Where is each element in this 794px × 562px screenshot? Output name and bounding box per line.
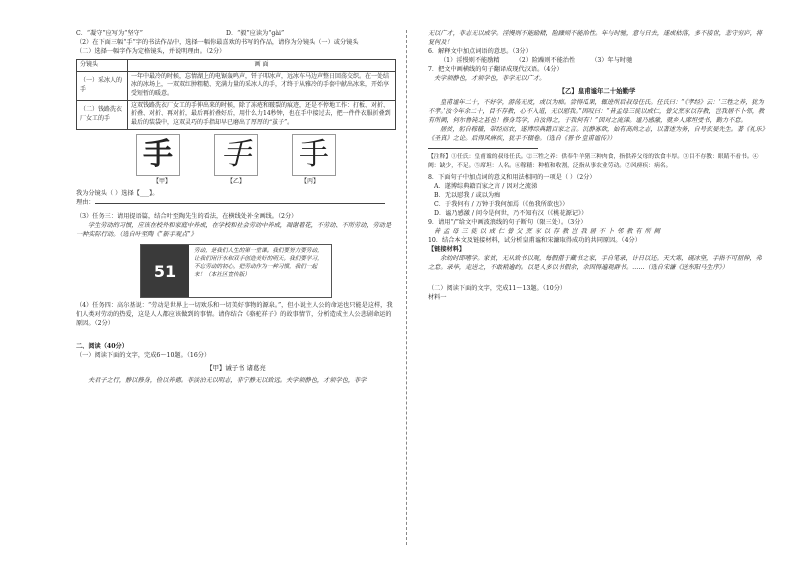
q8-option-c: C．于我何有 / 万钟于我何加焉（《鱼我所欲也》） — [434, 200, 569, 208]
calligraphy-labels — [76, 178, 396, 187]
question-2: （2）在下面三幅“手”字的书法作品中，选择一幅你最喜欢的书写的作品，请你为分镜头（一）或分镜头 — [76, 38, 359, 46]
q8-option-b: B．无以慰我 / 或以为痴 — [434, 191, 501, 199]
question-6: 6．解释文中加点词语的意思。（3分） — [428, 47, 532, 55]
option-row-cd — [76, 30, 396, 39]
label-jia: 【甲】 — [152, 177, 171, 185]
passage-a-cont: 无以广才，非志无以成学。淫慢则不能励精，险躁则不能治性。年与时驰，意与日去，遂成枯落，多不接世，悲守穷庐，将复何及！ — [428, 30, 763, 46]
q6-item-2: （2）险躁则不能治性 — [515, 56, 576, 64]
table-row1-scene: 一年中最冷的时候，忘情湖上的电锯轰鸣声，钎子叩冰声，远冰车马边声整日回荡交织。在一处结冰的冰场上，一双双红肿粗糙、充满力量的采冰人的手，才终于从雅冷的手套中献出冰来，开始享受短暂的暖意。 — [128, 71, 396, 100]
calligraphy-jia: 手 — [136, 134, 180, 176]
table-row2-scene: 这双钱路洗衣厂女工的手伸出来的时候，除了冻疮和皲裂的痕迹，还是不停地工作：打板、对折、折叠、对折、再对折，最后再折叠好后，用什么力14秒钟，也在手中接过去，把一件件衣服折叠到最后的装袋中，这双灵巧的手指却早已磨出了厚厚的“茧子”。 — [128, 100, 396, 129]
left-column — [76, 30, 396, 386]
option-c: C．“凝守”应写为“坚守” — [76, 30, 143, 37]
calligraphy-yi: 手 — [214, 134, 258, 176]
question-3-passage: 学生劳动的习惯，应该在校外和家庭中养成，在学校和社会劳动中养成，凋谢着花，不劳动、不所劳动，劳动是一种实际行动。（选自叶至陶《“新手观点”》 — [76, 222, 392, 239]
reason-label: 理由： — [76, 199, 95, 207]
question-3: （3）任务三：请用提语篇，结合叶至陶先生的看法，在横线处补全画线。（2分） — [76, 213, 298, 221]
calligraphy-samples — [76, 134, 396, 176]
question-6-items — [428, 57, 766, 66]
question-7: 7．把文中画横线的句子翻译成现代汉语。（4分） — [428, 65, 563, 73]
section-2-heading: 二、阅读（40分） — [76, 343, 128, 351]
section-2b-heading: （二）阅读下面的文字，完成11～13题。（10分） — [428, 284, 567, 292]
section-2a-heading: （一）阅读下面的文字，完成6～10题。（16分） — [76, 352, 211, 360]
right-column — [428, 30, 766, 303]
choose-line: 我为分镜头（ ）选择【___】。 — [76, 190, 159, 198]
passage-a-text: 夫君子之行，静以修身，俭以养德。非淡泊无以明志，非宁静无以致远。夫学须静也，才须学也，非学 — [88, 376, 367, 384]
material-1-label: 材料一 — [428, 293, 447, 301]
passage-b-para2: 居贫，躬自稼穑，带经而农，遂博综典籍百家之言。沉静寡欲，始有高尚之志，以著述为务，自号玄晏先生。著《礼乐》《圣真》之论。后得风痹疾，犹手不辍卷。（选自《晋书·皇甫谧传》） — [428, 126, 765, 143]
labor-poster — [140, 244, 332, 298]
passage-b-title: 【乙】皇甫谧年二十始勤学 — [558, 86, 636, 95]
question-8: 8．下面句子中加点词的意义和用法相同的一项是（ ）（2分） — [428, 173, 596, 181]
question-10: 10．结合本文及链接材料，试分析皇甫谧和宋濂取得成功的共同原因。（4分） — [428, 236, 641, 244]
question-4: （4）任务四：高尔基说：“劳动是世界上一切欢乐和一切美好事物的源泉。”，但小说主人公的命运也只能是这样，我们人类对劳动的热爱，这是人人都应该做到的事情。请你结合《骆驼祥子》的故事情节，分析造成主人公悲剧命运的原因。（2分） — [76, 302, 393, 328]
question-7-sentence: 夫学须静也，才须学也，非学无以广才。 — [434, 74, 546, 82]
label-yi: 【乙】 — [226, 177, 245, 185]
poster-number: 51 — [153, 261, 177, 281]
link-heading: 【链接材料】 — [428, 245, 466, 253]
link-text: 余幼时即嗜学。家贫，无从致书以观，每假借于藏书之家，手自笔录，计日以还。天大寒，砚冰坚，手指不可屈伸，弗之怠。录毕，走送之，不敢稍逾约。以是人多以书假余，余因得遍观群书。……（选自宋濂《送东阳马生序》） — [428, 254, 762, 271]
q6-item-1: （1）淫慢则不能励精 — [440, 56, 500, 64]
table-header-shot: 分镜头 — [77, 59, 128, 71]
table-header-scene: 画 面 — [128, 59, 396, 71]
question-2-cont: （二）选择一幅字作为定格镜头，并说明理由。（2分） — [76, 47, 226, 55]
passage-a-title: 【甲】诫子书 诸葛亮 — [206, 364, 266, 373]
question-9-sentence: 昔 孟 母 三 徙 以 成 仁 曾 父 烹 豕 以 存 教 岂 我 居 不 卜 邻 教 有 所 阙 — [434, 227, 661, 235]
label-bing: 【丙】 — [301, 177, 320, 185]
poster-image — [141, 245, 189, 297]
option-d: D．“毅”应读为“gài” — [226, 30, 285, 37]
q8-option-d: D．谧乃感激 / 问今是何世，乃不知有汉（《桃花源记》） — [434, 209, 588, 217]
q6-item-3: （3）年与时驰 — [591, 56, 633, 64]
passage-b-para1: 皇甫谧年二十，不好学，游荡无度，或以为痴。尝得瓜果，辄进所后叔母任氏。任氏曰：“《孝经》云：‘三牲之养，犹为不孝。’汝今年余二十，目不存教，心不入道，无以慰我。”因叹曰：“昔孟母三徙以成仁，曾父烹豕以存教，岂我居不卜邻，教有所阙，何尔鲁钝之甚也！修身笃学，自汝得之，于我何有！”因对之流涕。谧乃感激，就乡人席坦受书，勤力不怠。 — [428, 99, 765, 125]
table-row1-shot: （一）采冰人的手 — [77, 71, 128, 100]
storyboard-table — [76, 59, 396, 130]
q8-option-a: A．遂博综典籍百家之言 / 因对之流涕 — [434, 182, 538, 190]
calligraphy-bing: 手 — [292, 134, 336, 176]
passage-b-notes: 【注释】①任氏：皇甫谧的叔母任氏。②三牲之养：供奉牛羊猪三种肉食，指供养父母的饮食丰厚。③目不存教：眼睛不看书。④阙：缺少，不足。⑤席坦：人名。⑥稼穑：种植和收割，泛指从事农业劳动。⑦风痹疾：病名。 — [428, 154, 759, 169]
column-divider — [406, 30, 407, 545]
table-row2-shot: （二）钱路洗衣厂女工的手 — [77, 100, 128, 129]
reason-line — [76, 199, 396, 208]
notes-divider — [428, 148, 538, 149]
question-9: 9．请用“/”给文中画波浪线的句子断句（限三处）。（3分） — [428, 218, 587, 226]
poster-text: 劳动，是我们人生的第一堂课。我们要努力要劳动，让我们用汗水和双手创造美好的明天。我们要学习，不忘劳动的初心，把劳动作为一种习惯，我们一起来！（本社区宣传版） — [194, 248, 323, 278]
reason-answer-line[interactable] — [95, 203, 385, 204]
